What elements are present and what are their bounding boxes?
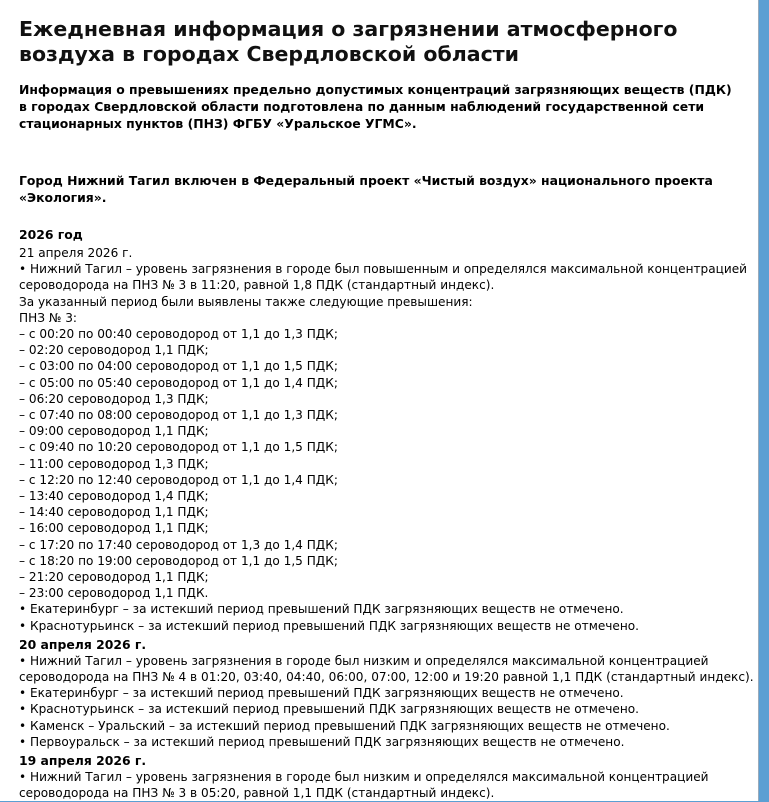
report-line: • Екатеринбург – за истекший период превышений ПДК загрязняющих веществ не отмечено.: [19, 602, 624, 617]
report-line: – с 00:20 по 00:40 сероводород от 1,1 до 1,3 ПДК;: [19, 327, 338, 342]
report-line: – 16:00 сероводород 1,1 ПДК;: [19, 521, 209, 536]
report-day-1: [19, 245, 748, 634]
report-line: – 13:40 сероводород 1,4 ПДК;: [19, 489, 209, 504]
report-line: • Краснотурьинск – за истекший период превышений ПДК загрязняющих веществ не отмечено.: [19, 618, 640, 633]
report-line: ПНЗ № 3:: [19, 310, 77, 325]
report-day-3: [19, 752, 739, 801]
report-line: – 11:00 сероводород 1,3 ПДК;: [19, 456, 209, 471]
report-line: • Екатеринбург – за истекший период превышений ПДК загрязняющих веществ не отмечено.: [19, 686, 624, 701]
report-line: За указанный период были выявлены также следующие превышения:: [19, 294, 473, 309]
report-line: – 21:20 сероводород 1,1 ПДК;: [19, 570, 209, 585]
intro-paragraph: Информация о превышениях предельно допустимых концентраций загрязняющих веществ (ПДК) в городах Свердловской области подготовлена по данным наблюдений государственной сети стационарных пунктов (ПНЗ) ФГБУ «Уральское УГМС».: [19, 82, 732, 131]
report-line: • Краснотурьинск – за истекший период превышений ПДК загрязняющих веществ не отмечено.: [19, 702, 640, 717]
report-line: сероводорода на ПНЗ № 4 в 01:20, 03:40, 04:40, 06:00, 07:00, 12:00 и 19:20 равной 1,1 ПДК (стандартный индекс).: [19, 670, 754, 685]
report-line: • Нижний Тагил – уровень загрязнения в городе был низким и определялся максимальной концентрацией: [19, 653, 709, 668]
report-line: сероводорода на ПНЗ № 3 в 11:20, равной 1,8 ПДК (стандартный индекс).: [19, 278, 495, 293]
report-line: – с 09:40 по 10:20 сероводород от 1,1 до 1,5 ПДК;: [19, 440, 338, 455]
report-line: сероводорода на ПНЗ № 3 в 05:20, равной 1,1 ПДК (стандартный индекс).: [19, 786, 495, 801]
report-line: – с 17:20 по 17:40 сероводород от 1,3 до 1,4 ПДК;: [19, 537, 338, 552]
report-line: • Первоуральск – за истекший период превышений ПДК загрязняющих веществ не отмечено.: [19, 734, 625, 749]
report-line: • Каменск – Уральский – за истекший период превышений ПДК загрязняющих веществ не отмечено.: [19, 718, 670, 733]
report-day-2: [19, 636, 754, 750]
page-title: Ежедневная информация о загрязнении атмосферного воздуха в городах Свердловской области: [19, 17, 678, 66]
report-line: – с 18:20 по 19:00 сероводород от 1,1 до 1,5 ПДК;: [19, 553, 338, 568]
report-date: 19 апреля 2026 г.: [19, 753, 147, 769]
project-note: Город Нижний Тагил включен в Федеральный проект «Чистый воздух» национального проекта «Экология».: [19, 173, 713, 205]
report-line: – с 05:00 по 05:40 сероводород от 1,1 до 1,4 ПДК;: [19, 375, 338, 390]
report-line: • Нижний Тагил – уровень загрязнения в городе был повышенным и определялся максимальной концентрацией: [19, 262, 748, 277]
report-line: – 14:40 сероводород 1,1 ПДК;: [19, 505, 209, 520]
report-date: 21 апреля 2026 г.: [19, 246, 133, 260]
report-line: • Нижний Тагил – уровень загрязнения в городе был низким и определялся максимальной концентрацией: [19, 770, 709, 785]
report-date: 20 апреля 2026 г.: [19, 636, 147, 652]
report-line: – 09:00 сероводород 1,1 ПДК;: [19, 424, 209, 439]
report-line: – с 07:40 по 08:00 сероводород от 1,1 до 1,3 ПДК;: [19, 408, 338, 423]
report-line: – 06:20 сероводород 1,3 ПДК;: [19, 391, 209, 406]
report-line: – 23:00 сероводород 1,1 ПДК.: [19, 586, 209, 601]
year-heading: 2026 год: [19, 227, 83, 242]
report-line: – 02:20 сероводород 1,1 ПДК;: [19, 343, 209, 358]
report-line: – с 12:20 по 12:40 сероводород от 1,1 до 1,4 ПДК;: [19, 472, 338, 487]
report-line: – с 03:00 по 04:00 сероводород от 1,1 до 1,5 ПДК;: [19, 359, 338, 374]
